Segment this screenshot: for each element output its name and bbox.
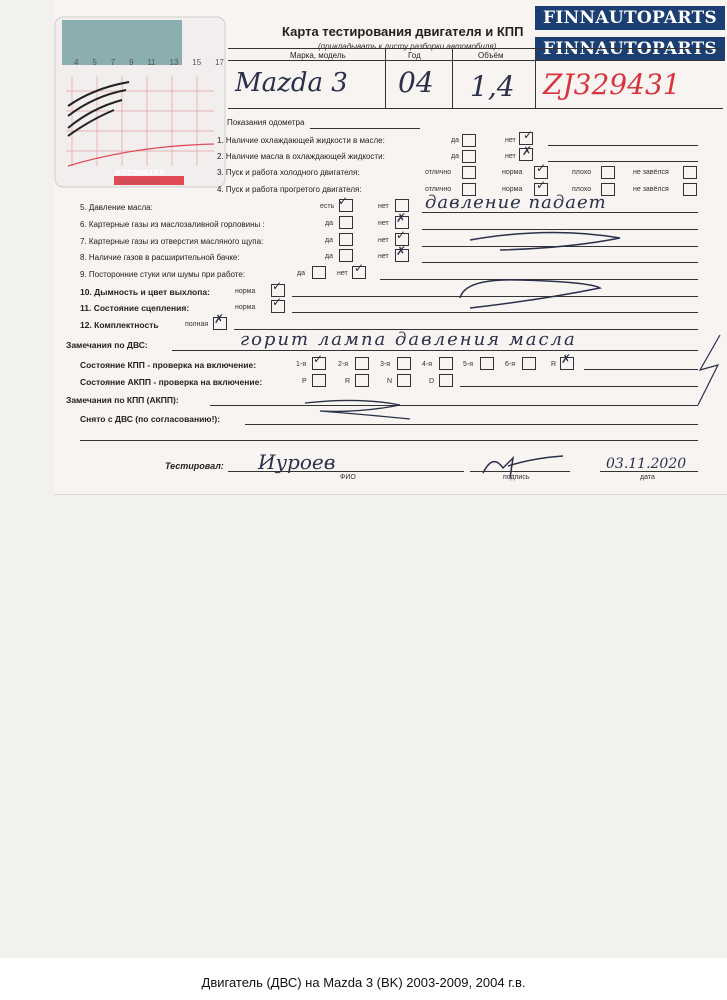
scale-tick: 5 bbox=[92, 58, 97, 67]
removed-label: Снято с ДВС (по согласованию!): bbox=[80, 414, 221, 424]
check-2-label: 2. Наличие масла в охлаждающей жидкости: bbox=[217, 152, 385, 161]
watermark-top: FINNAUTOPARTS bbox=[535, 6, 725, 30]
scale-tick: 15 bbox=[192, 58, 202, 67]
watermark-bottom: FINNAUTOPARTS bbox=[535, 37, 725, 61]
item-5-label: 5. Давление масла: bbox=[80, 203, 153, 212]
header-divider bbox=[535, 48, 536, 108]
form-title: Карта тестирования двигателя и КПП bbox=[282, 24, 524, 39]
item-6-yes: да bbox=[325, 220, 333, 227]
check-4-label: 4. Пуск и работа прогретого двигателя: bbox=[217, 185, 362, 194]
kpp-gear-5-box[interactable] bbox=[480, 357, 494, 370]
item-12-full: полная bbox=[185, 321, 209, 328]
item-9-label: 9. Посторонние стуки или шумы при работе: bbox=[80, 270, 246, 279]
header-divider bbox=[385, 48, 386, 108]
header-volume: Объём bbox=[478, 51, 504, 60]
check-4-normal: норма bbox=[502, 186, 523, 193]
check-1-line bbox=[548, 145, 698, 146]
image-caption: Двигатель (ДВС) на Mazda 3 (BK) 2003-2009, 2004 г.в. bbox=[201, 975, 526, 990]
item-10-label: 10. Дымность и цвет выхлопа: bbox=[80, 287, 210, 297]
akpp-gear-d: D bbox=[429, 378, 435, 385]
scale-tick: 4 bbox=[74, 58, 79, 67]
date-caption: дата bbox=[640, 474, 655, 481]
scale-tick: 11 bbox=[147, 58, 156, 67]
item-7-yes-box[interactable] bbox=[339, 233, 353, 246]
akpp-gear-n: N bbox=[387, 378, 393, 385]
check-3-excellent-box[interactable] bbox=[462, 166, 476, 179]
header-year: Год bbox=[408, 51, 421, 60]
check-3-bad-box[interactable] bbox=[601, 166, 615, 179]
item-8-label: 8. Наличие газов в расширительной бачке: bbox=[80, 253, 240, 262]
check-2-line bbox=[548, 161, 698, 162]
fio-caption: ФИО bbox=[340, 474, 356, 481]
kpp-gear-4-box[interactable] bbox=[439, 357, 453, 370]
item-5-line bbox=[422, 212, 698, 213]
kpp-gear-3: 3-я bbox=[380, 361, 391, 368]
scale-tick: 13 bbox=[169, 58, 179, 67]
item-8-no: нет bbox=[378, 253, 389, 260]
item-6-yes-box[interactable] bbox=[339, 216, 353, 229]
removed-line bbox=[245, 424, 698, 425]
item-6-no: нет bbox=[378, 220, 389, 227]
remarks-kpp-line bbox=[210, 405, 698, 406]
scribble-2 bbox=[300, 395, 420, 425]
header-line-bottom bbox=[228, 108, 723, 109]
check-3-nostart: не завёлся bbox=[633, 169, 669, 176]
hand-year: 04 bbox=[398, 66, 434, 99]
scale-tick: 9 bbox=[128, 58, 134, 67]
item-8-yes-box[interactable] bbox=[339, 249, 353, 262]
kpp-state-label: Состояние КПП - проверка на включение: bbox=[80, 360, 257, 370]
check-mark-icon: ✓ bbox=[272, 279, 283, 293]
check-mark-icon: ✗ bbox=[396, 211, 407, 225]
check-3-bad: плохо bbox=[572, 169, 592, 176]
kpp-gear-5: 5-я bbox=[463, 361, 474, 368]
margin-scribble bbox=[690, 330, 727, 410]
check-mark-icon: ✓ bbox=[523, 128, 534, 142]
kpp-gear-3-box[interactable] bbox=[397, 357, 411, 370]
motometer-url: www.motometer.de bbox=[118, 180, 161, 186]
check-mark-icon: ✓ bbox=[396, 228, 407, 242]
kpp-line bbox=[584, 369, 698, 370]
check-3-nostart-box[interactable] bbox=[683, 166, 697, 179]
check-mark-icon: ✓ bbox=[536, 178, 547, 192]
motometer-logo: MOTOMETER bbox=[115, 170, 165, 177]
hand-volume: 1,4 bbox=[470, 70, 515, 103]
header-make-model: Марка, модель bbox=[290, 51, 346, 60]
akpp-gear-d-box[interactable] bbox=[439, 374, 453, 387]
check-4-nostart: не завёлся bbox=[633, 186, 669, 193]
item-7-label: 7. Картерные газы из отверстия масляного щупа: bbox=[80, 237, 264, 246]
item-12-label: 12. Комплектность bbox=[80, 320, 159, 330]
check-mark-icon: ✓ bbox=[338, 194, 349, 208]
check-mark-icon: ✗ bbox=[522, 144, 533, 158]
check-mark-icon: ✓ bbox=[272, 295, 283, 309]
check-4-bad: плохо bbox=[572, 186, 592, 193]
akpp-gear-r-box[interactable] bbox=[355, 374, 369, 387]
check-mark-icon: ✓ bbox=[536, 161, 547, 175]
akpp-state-label: Состояние АКПП - проверка на включение: bbox=[80, 377, 263, 387]
check-3-normal: норма bbox=[502, 169, 523, 176]
item-5-yes: есть bbox=[320, 203, 335, 210]
kpp-gear-6: 6-я bbox=[505, 361, 516, 368]
item-7-no: нет bbox=[378, 237, 389, 244]
akpp-gear-r: R bbox=[345, 378, 351, 385]
hand-tester-name: Иуроев bbox=[258, 450, 336, 474]
removed-line-2 bbox=[80, 440, 698, 441]
item-11-normal: норма bbox=[235, 304, 256, 311]
item-8-yes: да bbox=[325, 253, 333, 260]
check-2-yes: да bbox=[451, 153, 459, 160]
check-mark-icon: ✗ bbox=[396, 244, 407, 258]
check-1-no: нет bbox=[505, 137, 516, 144]
odometer-label: Показания одометра bbox=[227, 118, 305, 127]
sign-caption: подпись bbox=[503, 474, 530, 481]
check-1-yes: да bbox=[451, 137, 459, 144]
check-4-excellent: отлично bbox=[425, 186, 452, 193]
item-9-no: нет bbox=[337, 270, 348, 277]
gauge-scale bbox=[74, 58, 224, 67]
kpp-gear-2-box[interactable] bbox=[355, 357, 369, 370]
header-line-top bbox=[228, 48, 723, 49]
remarks-dvs-label: Замечания по ДВС: bbox=[66, 340, 148, 350]
kpp-gear-2: 2-я bbox=[338, 361, 349, 368]
akpp-gear-n-box[interactable] bbox=[397, 374, 411, 387]
kpp-gear-4: 4-я bbox=[422, 361, 433, 368]
hand-engine-code: ZJ329431 bbox=[543, 68, 681, 101]
hand-model: Mazda 3 bbox=[235, 68, 348, 98]
check-3-excellent: отлично bbox=[425, 169, 452, 176]
check-mark-icon: ✓ bbox=[313, 352, 324, 366]
check-1-label: 1. Наличие охлаждающей жидкости в масле: bbox=[217, 136, 385, 145]
check-mark-icon: ✗ bbox=[214, 312, 225, 326]
check-4-nostart-box[interactable] bbox=[683, 183, 697, 196]
remarks-kpp-label: Замечания по КПП (АКПП): bbox=[66, 395, 179, 405]
hand-date: 03.11.2020 bbox=[606, 456, 687, 472]
item-5-no: нет bbox=[378, 203, 389, 210]
item-10-normal: норма bbox=[235, 288, 256, 295]
item-9-yes: да bbox=[297, 270, 305, 277]
header-divider bbox=[452, 48, 453, 108]
kpp-gear-r: R bbox=[551, 361, 557, 368]
item-7-yes: да bbox=[325, 237, 333, 244]
check-mark-icon: ✓ bbox=[354, 261, 365, 275]
odometer-line bbox=[310, 128, 420, 129]
check-2-no: нет bbox=[505, 153, 516, 160]
kpp-gear-1: 1-я bbox=[296, 361, 307, 368]
compression-chart bbox=[54, 16, 226, 188]
hand-remarks-dvs: горит лампа давления масла bbox=[240, 329, 577, 350]
header-line-mid bbox=[228, 60, 723, 61]
scale-tick: 7 bbox=[110, 58, 116, 67]
item-6-label: 6. Картерные газы из маслозаливной горловины : bbox=[80, 220, 265, 229]
check-2-yes-box[interactable] bbox=[462, 150, 476, 163]
akpp-line bbox=[460, 386, 698, 387]
akpp-gear-p: P bbox=[302, 378, 307, 385]
check-3-label: 3. Пуск и работа холодного двигателя: bbox=[217, 168, 360, 177]
tested-label: Тестировал: bbox=[165, 461, 224, 471]
check-mark-icon: ✗ bbox=[561, 352, 572, 366]
scale-tick: 17 bbox=[215, 58, 224, 67]
item-11-label: 11. Состояние сцепления: bbox=[80, 303, 190, 313]
kpp-gear-6-box[interactable] bbox=[522, 357, 536, 370]
akpp-gear-p-box[interactable] bbox=[312, 374, 326, 387]
form-subtitle: (прикладывать к листу разборки автомобиля) bbox=[318, 42, 497, 51]
remarks-dvs-line bbox=[172, 350, 698, 351]
hand-oil-pressure-note: давление падает bbox=[425, 192, 607, 213]
scribble-1 bbox=[430, 218, 650, 318]
check-1-yes-box[interactable] bbox=[462, 134, 476, 147]
item-9-yes-box[interactable] bbox=[312, 266, 326, 279]
